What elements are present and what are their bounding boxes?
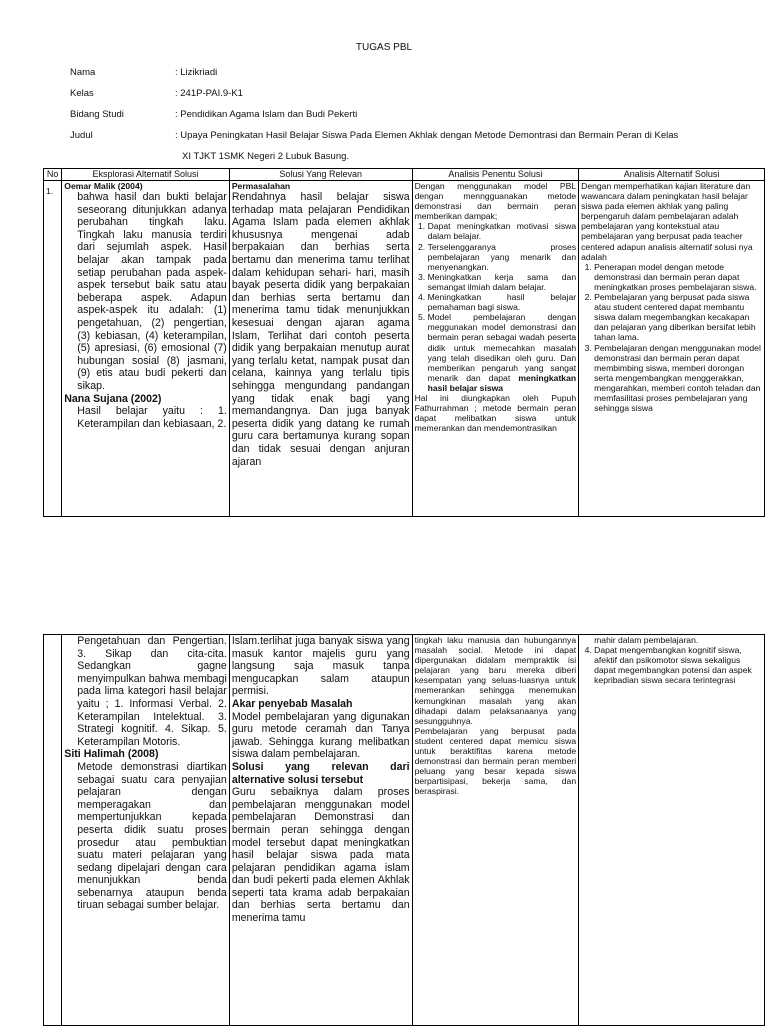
source-heading: Nana Sujana (2002): [64, 392, 162, 405]
section-heading: Solusi yang relevan dari alternative solusi tersebut: [231, 760, 410, 786]
row-number: 1.: [44, 181, 62, 517]
emphasis-text: meningkatkan hasil belajar siswa: [427, 372, 577, 393]
list-item: 4. Dapat mengembangkan kognitif siswa, afektif dan psikomotor siswa sekaligus dapat megembangkan potensi dan aspek kepribadian siswa secara terintegrasi: [594, 645, 762, 685]
row-number: [44, 635, 62, 1026]
list-item: 3. Pembelajaran dengan menggunakan model demonstrasi dan bermain peran dapat membimbing siswa, memberi dorongan serta mengembangkan menggerakkan, mengarahkan, memberi contoh teladan dan memfasilitasi proses pembelajaran yang sehingga siswa: [594, 343, 762, 414]
header-penentu: Analisis Penentu Solusi: [412, 169, 579, 181]
info-row-kelas: [70, 83, 735, 104]
source-text: Hasil belajar yaitu : 1. Keterampilan dan kebiasaan, 2.: [77, 405, 227, 430]
cell-solusi: [229, 181, 412, 517]
list-item: 1. Penerapan model dengan metode demonstrasi dan bermain peran dapat meningkatkan proses pembelajaran siswa.: [594, 262, 762, 292]
section-text: mahir dalam pembelajaran.: [594, 635, 699, 645]
intro-text: Dengan memperhatikan kajian literature dan wawancara dalam peningkatan hasil belajar siswa pada elemen akhlak yang paling berpengaruh dalam pembelajaran adalah pembelajaran yang kontekstual atau pembelajaran yang berpusat pada teacher centered adapun analisis alternatif solusi nya adalah: [581, 181, 753, 262]
cell-alternatif: [579, 635, 765, 1026]
info-row-bidang-studi: [70, 104, 735, 125]
section-text: Islam.terlihat juga banyak siswa yang masuk kantor majelis guru yang langsung saja masuk tanpa mengucapkan salam ataupun permisi.: [231, 635, 410, 698]
solution-analysis-table-continued: [43, 634, 765, 1026]
cell-penentu: [412, 635, 579, 1026]
list-item: 5. Model pembelajaran dengan meggunakan model demonstrasi dan bermain peran sebagai wadah peserta didik untuk memecahkan masalah yang telah disedikan oleh guru. Dan memberikan pengaruh yang sangat menarik dan dapat meningkatkan hasil belajar siswa: [428, 312, 577, 393]
intro-text: Dengan menggunakan model PBL dengan menngguanakan metode demonstrasi dan bermain peran memberikan dampak;: [414, 181, 577, 222]
info-row-judul: [70, 125, 735, 146]
outro-text: Hal ini diungkapkan oleh Pupuh Fathurrahman ; metode bermain peran dapat melibatkan siswa untuk memerankan dan mendemontrasikan: [414, 392, 577, 434]
source-text: Pengetahuan dan Pengertian. 3. Sikap dan cita-cita. Sedangkan gagne menyimpulkan bahwa membagi pada lima kategori hasil belajar yaitu ; 1. Informasi Verbal. 2. Keterampilan Intelektual. 3. Strategi kognitif. 4. Sikap. 5. Keterampilan Motoris.: [77, 635, 227, 748]
info-value: : Pendidikan Agama Islam dan Budi Pekerti: [175, 109, 358, 120]
info-label: Bidang Studi: [70, 109, 124, 120]
solution-analysis-table: [43, 168, 765, 517]
list-item: 3. Meningkatkan kerja sama dan semangat ilmiah dalam belajar.: [428, 272, 577, 292]
info-value: : Upaya Peningkatan Hasil Belajar Siswa Pada Elemen Akhlak dengan Metode Demontrasi dan Bermain Peran di Kelas: [175, 130, 679, 141]
section-text: Pembelajaran yang berpusat pada student centered dapat memicu siswa untuk beraktifitas karena metode demonstrasi dan bermain peran memberi peluang yang besar kepada siswa berpartisipasi, bekerja sama, dan beraspirasi.: [414, 725, 577, 797]
source-text: Metode demonstrasi diartikan sebagai suatu cara penyajian pelajaran dengan memperagakan dan mempertunjukkan kepada peserta didik suatu proses prosedur atau pembuktian suatu materi pelajaran yang sedang dipelajari dengan cara menunjukkan benda sebenarnya ataupun benda tiruan sebagai sumber belajar.: [77, 760, 227, 912]
section-heading: Akar penyebab Masalah: [231, 697, 353, 710]
cell-penentu: [412, 181, 579, 517]
info-value: : Lizikriadi: [175, 67, 218, 78]
impact-list: [415, 221, 577, 393]
list-item: 1. Dapat meningkatkan motivasi siswa dalam belajar.: [428, 221, 577, 241]
alternative-list: [581, 645, 762, 685]
info-label: Nama: [70, 67, 96, 78]
table-row: [44, 635, 765, 1026]
document-page-2: [0, 628, 768, 1024]
cell-eksplorasi: [62, 181, 230, 517]
cell-eksplorasi: [62, 635, 230, 1026]
info-row-nama: [70, 62, 735, 83]
document-title: TUGAS PBL: [355, 42, 413, 53]
cell-alternatif: [579, 181, 765, 517]
section-text: Rendahnya hasil belajar siswa terhadap mata pelajaran Pendidikan Agama Islam pada elemen akhlak khususnya mengenai adab berpakaian dan berhias serta bertamu dan menerima tamu terlihat dalam kehidupan sehari- hari, masih bayak peserta didik yang berpakaian dan berhias serta bertamu dan menerima tamu tidak menunjukkan kesesuai dengan ajaran agama Islam, Terlihat dari contoh peserta didik yang berpakaian menutup aurat yang terlalu ketat, nampak pusat dan celana, kainnya yang terlalu tipis sehingga mengundang pandangan yang tidak enak bagi yang memandangnya. Dan juga banyak peserta didik yang datang ke rumah guru cara bertamunya kurang sopan dan tidak sesuai dengan anjuran ajaran: [231, 191, 410, 468]
info-label: Judul: [70, 130, 93, 141]
table-row: [44, 181, 765, 517]
list-item: 2. Terselenggaranya proses pembelajaran yang menarik dan menyenangkan.: [428, 242, 577, 272]
cell-solusi: [229, 635, 412, 1026]
student-info: [70, 62, 735, 167]
header-alternatif: Analisis Alternatif Solusi: [579, 169, 765, 181]
table-header-row: [44, 169, 765, 181]
source-heading: Siti Halimah (2008): [64, 748, 159, 761]
section-text: Guru sebaiknya dalam proses pembelajaran menggunakan model pembelajaran Demonstrasi dan bermain peran sehingga dengan model tersebut dapat meningkatkan hasil belajar siswa pada mata pelajaran pendidikan agama islam dan budi pekerti pada elemen Akhlak seperti tata krama adab berpakaian dan berhias serta bertamu dan menerima tamu: [231, 786, 410, 925]
list-item: 2. Pembelajaran yang berpusat pada siswa atau student centered dapat membantu siswa dalam megembangkan kecakapan dan pelajaran yang diberikan bersifat lebih tahan lama.: [594, 292, 762, 342]
alternative-list: [581, 262, 762, 413]
info-label: Kelas: [70, 88, 94, 99]
section-heading: Permasalahan: [231, 181, 291, 191]
header-no: No: [44, 169, 62, 181]
header-eksplorasi: Eksplorasi Alternatif Solusi: [62, 169, 230, 181]
judul-continuation: XI TJKT 1SMK Negeri 2 Lubuk Basung.: [182, 151, 350, 162]
source-text: bahwa hasil dan bukti belajar seseorang ditunjukkan adanya perubahan tingkah laku. Tingkah laku manusia terdiri dari sejumlah aspek. Hasil belajar akan tampak pada setiap perubahan pada aspek-aspek tersebut baik satu atau beberapa aspek. Adapun aspek-aspek itu adalah: (1) pengetahuan, (2) pengertian, (3) kebiasan, (4) keterampilan, (5) apresiasi, (6) emosional (7) hubungan sosial (8) jasmani, (9) etis atau budi pekerti dan sikap.: [77, 191, 227, 392]
header-solusi: Solusi Yang Relevan: [229, 169, 412, 181]
section-text: tingkah laku manusia dan hubungannya masalah social. Metode ini dapat dipergunakan didalam mempraktik isi pelajaran yang baru mereka diberi kesempatan yang seluas-luasnya untuk memerankan sehingga menemukan kemungkinan masalah yang akan dihadapi dalam pelaksanaanya yang sesungguhnya.: [414, 635, 577, 726]
section-text: Model pembelajaran yang digunakan guru metode ceramah dan Tanya jawab. Sehingga kurang melibatkan siswa dalam pembelajaran.: [231, 710, 410, 761]
list-item: 4. Meningkatkan hasil belajar pemahaman bagi siswa.: [428, 292, 577, 312]
info-value: : 241P-PAI.9-K1: [175, 88, 243, 99]
source-heading: Oemar Malik (2004): [64, 181, 143, 191]
